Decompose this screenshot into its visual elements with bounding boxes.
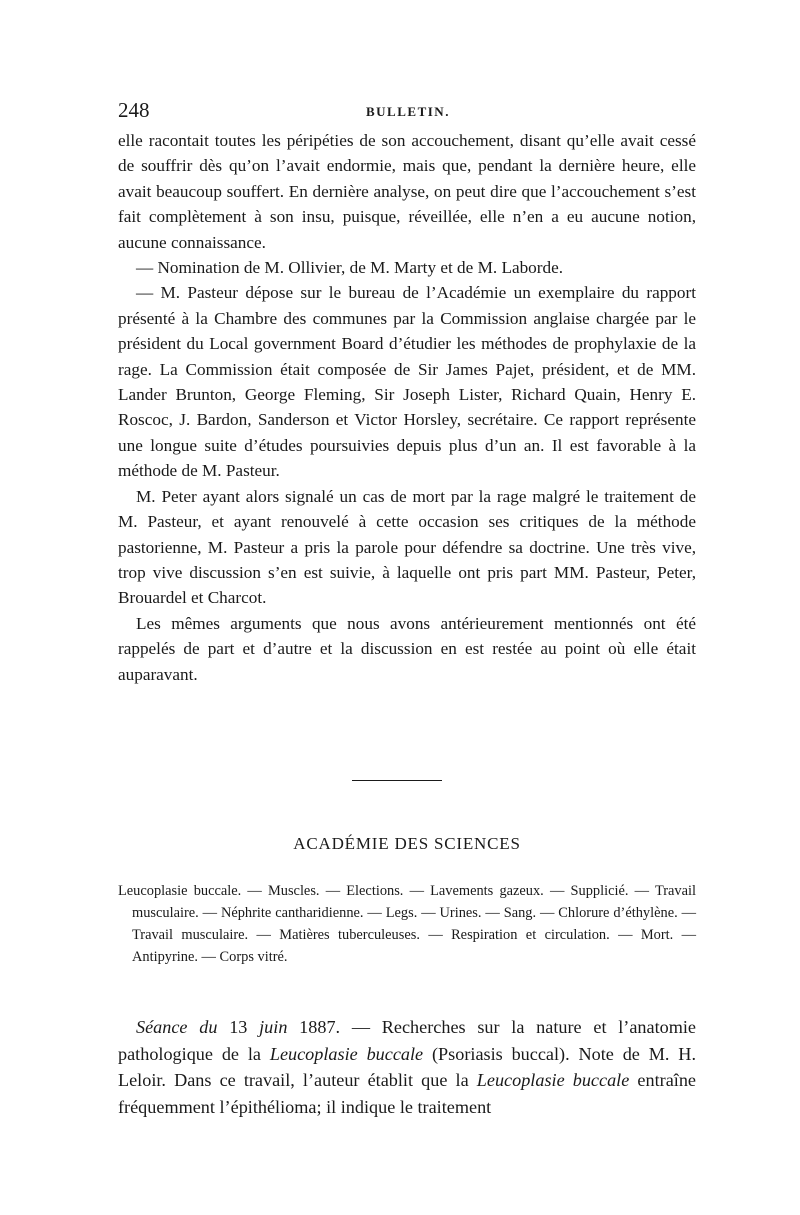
page-number: 248 [118,98,150,122]
section-summary [118,880,696,968]
session-text-2: (Psoriasis buccal). Note de M. H. Leloir. Dans ce travail, l’auteur établit que la [118,1043,696,1091]
session-label: Séance du [136,1017,218,1037]
session-year: 1887. [299,1017,341,1037]
session-term-2: Leucoplasie buccale [476,1070,630,1091]
session-title-term: Leucoplasie buccale [269,1043,424,1064]
session-text-1: — Recherches sur la nature et l’anatomie pathologique de la [118,1017,697,1064]
paragraph-nomination: — Nomination de M. Ollivier, de M. Marty et de M. Laborde. [136,258,564,278]
session-text-3: entraîne fréquemment l’épithélioma; il indique le traitement [118,1070,696,1117]
running-head [118,98,698,128]
body-text [118,128,696,687]
section-divider [352,780,442,781]
session-month: juin [259,1017,288,1037]
paragraph-peter-discussion: M. Peter ayant alors signalé un cas de mort par la rage malgré le traitement de M. Pasteur, et ayant renouvelé à cette occasion ses critiques de la méthode pastorienne, M. Pasteur a pris la parole pour défendre sa doctrine. Une très vive, trop vive discussion s’en est suivie, à laquelle ont pris part MM. Pasteur, Peter, Brouardel et Charcot. [118,486,696,608]
paragraph-pasteur-rapport: — M. Pasteur dépose sur le bureau de l’Académie un exemplaire du rapport présenté à la Chambre des communes par la Commission anglaise chargée par le président du Local government Board d’étudier les méthodes de prophylaxie de la rage. La Commission était composée de Sir James Pajet, président, et de MM. Lander Brunton, George Fleming, Sir Joseph Lister, Richard Quain, Henry E. Roscoc, J. Bardon, Sanderson et Victor Horsley, secrétaire. Ce rapport représente une longue suite d’études poursuivies depuis plus d’un an. Il est favorable à la méthode de M. Pasteur. [118,283,696,481]
running-title: BULLETIN. [366,104,450,119]
session-entry [118,1014,696,1120]
summary-text: Leucoplasie buccale. — Muscles. — Elections. — Lavements gazeux. — Supplicié. — Travail musculaire. — Néphrite cantharidienne. — Legs. — Urines. — Sang. — Chlorure d’éthylène. — Travail musculaire. — Matières tuberculeuses. — Respiration et circulation. — Mort. — Antipyrine. — Corps vitré. [118,883,696,965]
paragraph-accouchement: elle racontait toutes les péripéties de son accouchement, disant qu’elle avait cessé de souffrir dès qu’on l’avait endormie, mais que, pendant la dernière heure, elle avait beaucoup souffert. En dernière analyse, on peut dire que l’accouchement s’est fait complètement à son insu, puisque, réveillée, elle n’en a eu aucune notion, aucune connaissance. [118,131,696,252]
session-day: 13 [229,1017,248,1037]
paragraph-arguments: Les mêmes arguments que nous avons antérieurement mentionnés ont été rappelés de part et d’autre et la discussion en est restée au point où elle était auparavant. [118,613,696,684]
section-heading: ACADÉMIE DES SCIENCES [293,834,521,853]
session-paragraph [118,1014,696,1120]
